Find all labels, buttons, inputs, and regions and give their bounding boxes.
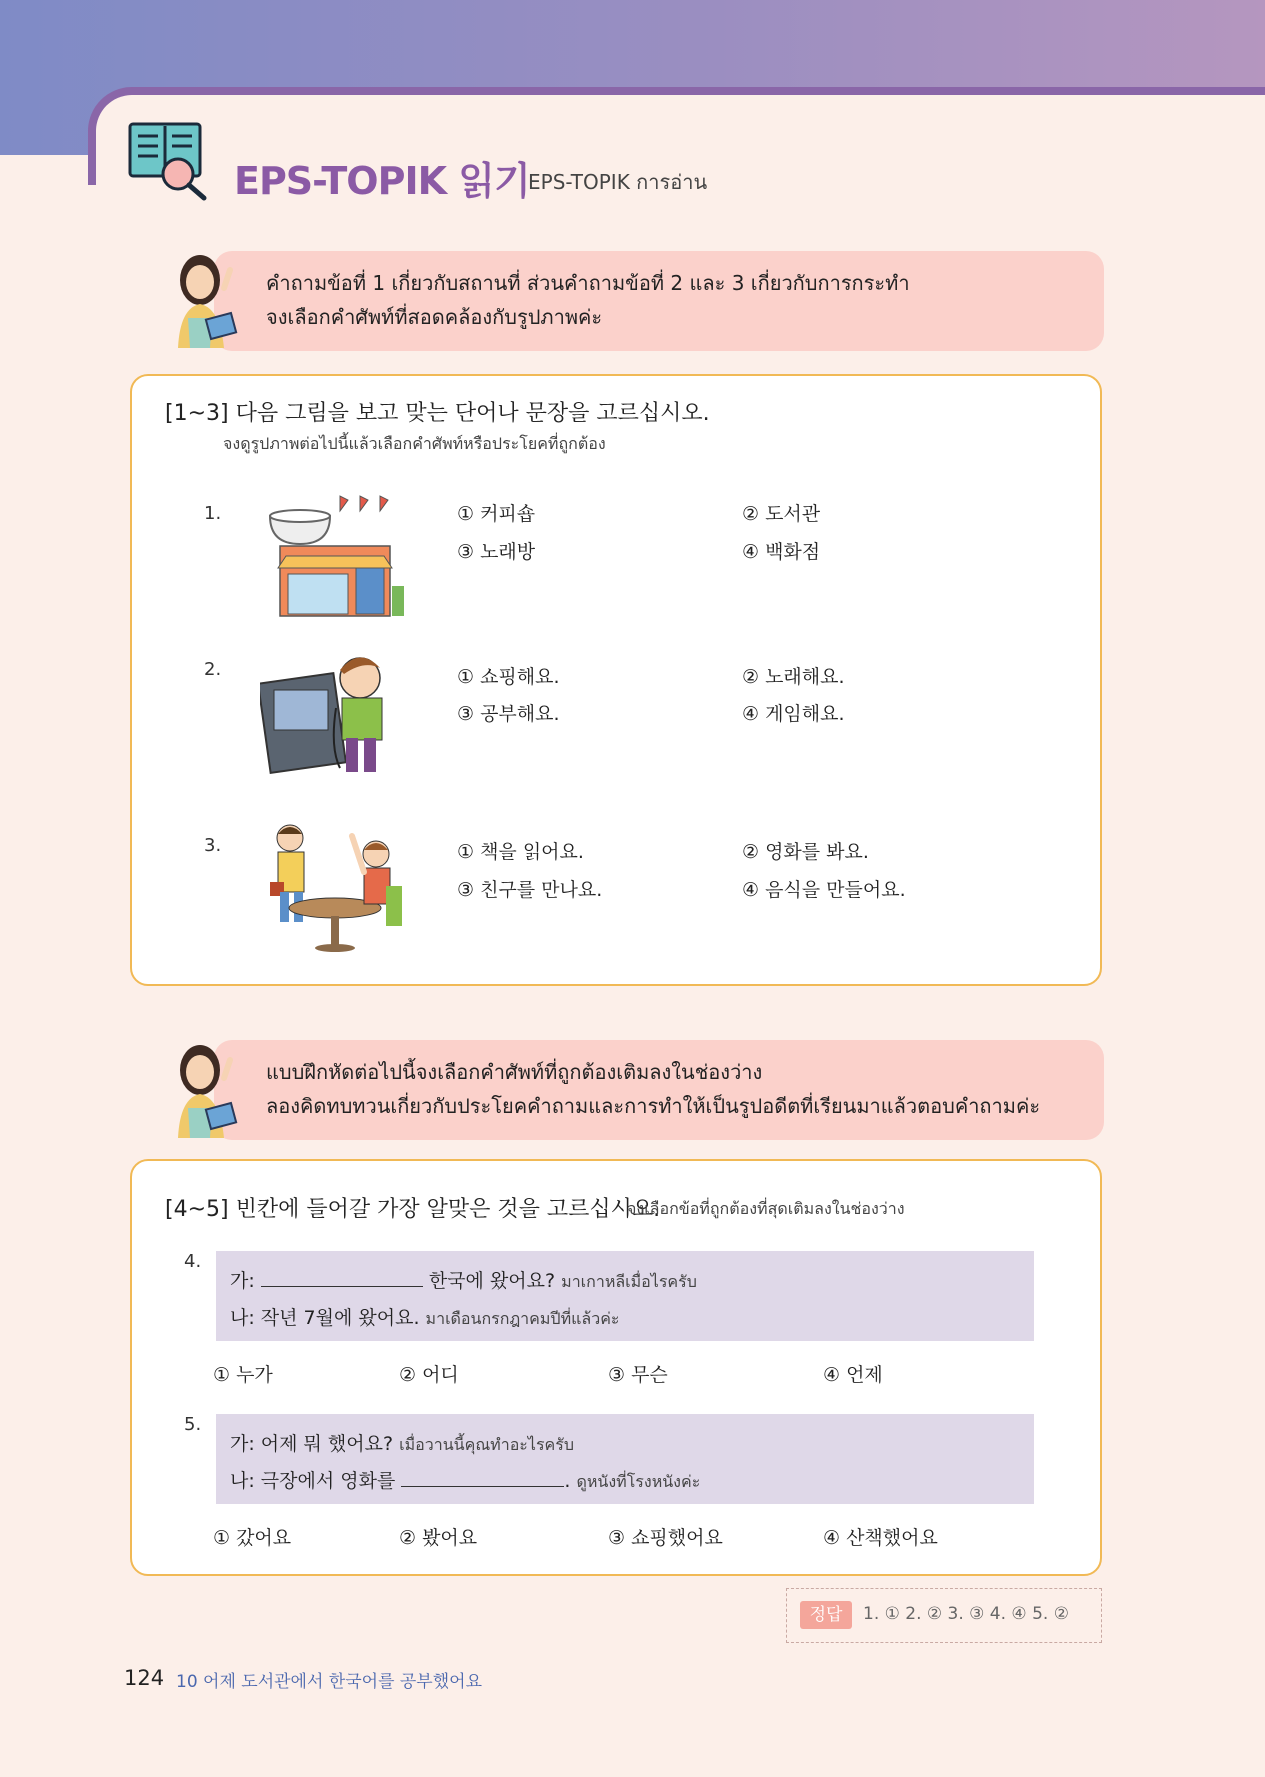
question-number: 3. <box>204 835 222 856</box>
dialog-line-a <box>230 1263 1034 1300</box>
page-number: 124 <box>124 1666 165 1690</box>
option-2[interactable]: ② 영화를 봐요. <box>742 841 869 863</box>
dialog-line-a <box>230 1426 1034 1463</box>
option-4[interactable]: ④ 게임해요. <box>742 703 845 725</box>
option-2[interactable]: ② 도서관 <box>742 503 821 525</box>
option-3[interactable]: ③ 쇼핑했어요 <box>608 1527 723 1549</box>
question-box-4-5 <box>130 1159 1102 1576</box>
dialog-thai: ดูหนังที่โรงหนังค่ะ <box>576 1472 701 1491</box>
option-2[interactable]: ② 봤어요 <box>399 1527 478 1549</box>
dialog-box <box>216 1251 1034 1341</box>
instruction-bubble-2 <box>214 1040 1104 1140</box>
option-1[interactable]: ① 쇼핑해요. <box>457 666 560 688</box>
answer-key-label: 정답 <box>800 1601 852 1629</box>
option-3[interactable]: ③ 무슨 <box>608 1364 668 1386</box>
bubble-1-line-1: คำถามข้อที่ 1 เกี่ยวกับสถานที่ ส่วนคำถามข้อที่ 2 และ 3 เกี่ยวกับการกระทำ <box>266 271 910 295</box>
dialog-text: 나: 극장에서 영화를 <box>230 1470 402 1492</box>
question-number: 1. <box>204 503 222 524</box>
question-box-1-3 <box>130 374 1102 986</box>
dialog-thai: เมื่อวานนี้คุณทำอะไรครับ <box>399 1435 574 1454</box>
answer-blank[interactable] <box>401 1469 564 1487</box>
option-2[interactable]: ② 노래해요. <box>742 666 845 688</box>
section-2-instruction: [4~5] 빈칸에 들어갈 가장 알맞은 것을 고르십시오. <box>165 1197 661 1222</box>
section-1-instruction-thai: จงดูรูปภาพต่อไปนี้แล้วเลือกคำศัพท์หรือประโยคที่ถูกต้อง <box>223 434 606 453</box>
option-1[interactable]: ① 책을 읽어요. <box>457 841 584 863</box>
teacher-avatar-icon <box>158 248 258 348</box>
option-3[interactable]: ③ 노래방 <box>457 541 536 563</box>
bubble-2-line-1: แบบฝึกหัดต่อไปนี้จงเลือกคำศัพท์ที่ถูกต้องเติมลงในช่องว่าง <box>266 1060 763 1084</box>
page-title: EPS-TOPIK 읽기 <box>234 159 530 203</box>
dialog-line-b <box>230 1300 1034 1337</box>
cafe-building-illustration <box>260 486 410 626</box>
dialog-text: 한국에 왔어요? <box>422 1270 556 1292</box>
friends-meeting-illustration <box>260 816 410 956</box>
answer-key <box>786 1588 1102 1643</box>
question-number: 5. <box>184 1414 202 1435</box>
dialog-thai: มาเดือนกรกฎาคมปีที่แล้วค่ะ <box>425 1309 620 1328</box>
book-search-icon <box>128 122 212 202</box>
option-4[interactable]: ④ 음식을 만들어요. <box>742 879 906 901</box>
option-1[interactable]: ① 누가 <box>213 1364 273 1386</box>
option-3[interactable]: ③ 공부해요. <box>457 703 560 725</box>
section-1-instruction: [1~3] 다음 그림을 보고 맞는 단어나 문장을 고르십시오. <box>165 401 710 426</box>
option-4[interactable]: ④ 언제 <box>823 1364 883 1386</box>
bubble-2-line-2: ลองคิดทบทวนเกี่ยวกับประโยคคำถามและการทำให้เป็นรูปอดีตที่เรียนมาแล้วตอบคำถามค่ะ <box>266 1094 1041 1118</box>
chapter-title: 10 어제 도서관에서 한국어를 공부했어요 <box>176 1672 482 1692</box>
question-number: 2. <box>204 659 222 680</box>
answer-key-text: 1. ① 2. ② 3. ③ 4. ④ 5. ② <box>863 1604 1069 1624</box>
dialog-text: . <box>564 1470 571 1492</box>
speaker-label: 가: <box>230 1270 261 1292</box>
option-4[interactable]: ④ 산책했어요 <box>823 1527 938 1549</box>
karaoke-singer-illustration <box>260 638 410 778</box>
option-1[interactable]: ① 갔어요 <box>213 1527 292 1549</box>
section-2-instruction-thai: จงเลือกข้อที่ถูกต้องที่สุดเติมลงในช่องว่าง <box>627 1199 905 1218</box>
teacher-avatar-icon <box>158 1038 258 1138</box>
dialog-text: 나: 작년 7월에 왔어요. <box>230 1307 420 1329</box>
instruction-bubble-1 <box>214 251 1104 351</box>
option-1[interactable]: ① 커피숍 <box>457 503 536 525</box>
dialog-line-b <box>230 1463 1034 1500</box>
question-number: 4. <box>184 1251 202 1272</box>
option-2[interactable]: ② 어디 <box>399 1364 459 1386</box>
answer-blank[interactable] <box>261 1269 423 1287</box>
page-subtitle: EPS-TOPIK การอ่าน <box>528 170 708 194</box>
dialog-box <box>216 1414 1034 1504</box>
bubble-1-line-2: จงเลือกคำศัพท์ที่สอดคล้องกับรูปภาพค่ะ <box>266 305 603 329</box>
option-3[interactable]: ③ 친구를 만나요. <box>457 879 603 901</box>
dialog-text: 가: 어제 뭐 했어요? <box>230 1433 394 1455</box>
option-4[interactable]: ④ 백화점 <box>742 541 821 563</box>
dialog-thai: มาเกาหลีเมื่อไรครับ <box>561 1272 697 1291</box>
